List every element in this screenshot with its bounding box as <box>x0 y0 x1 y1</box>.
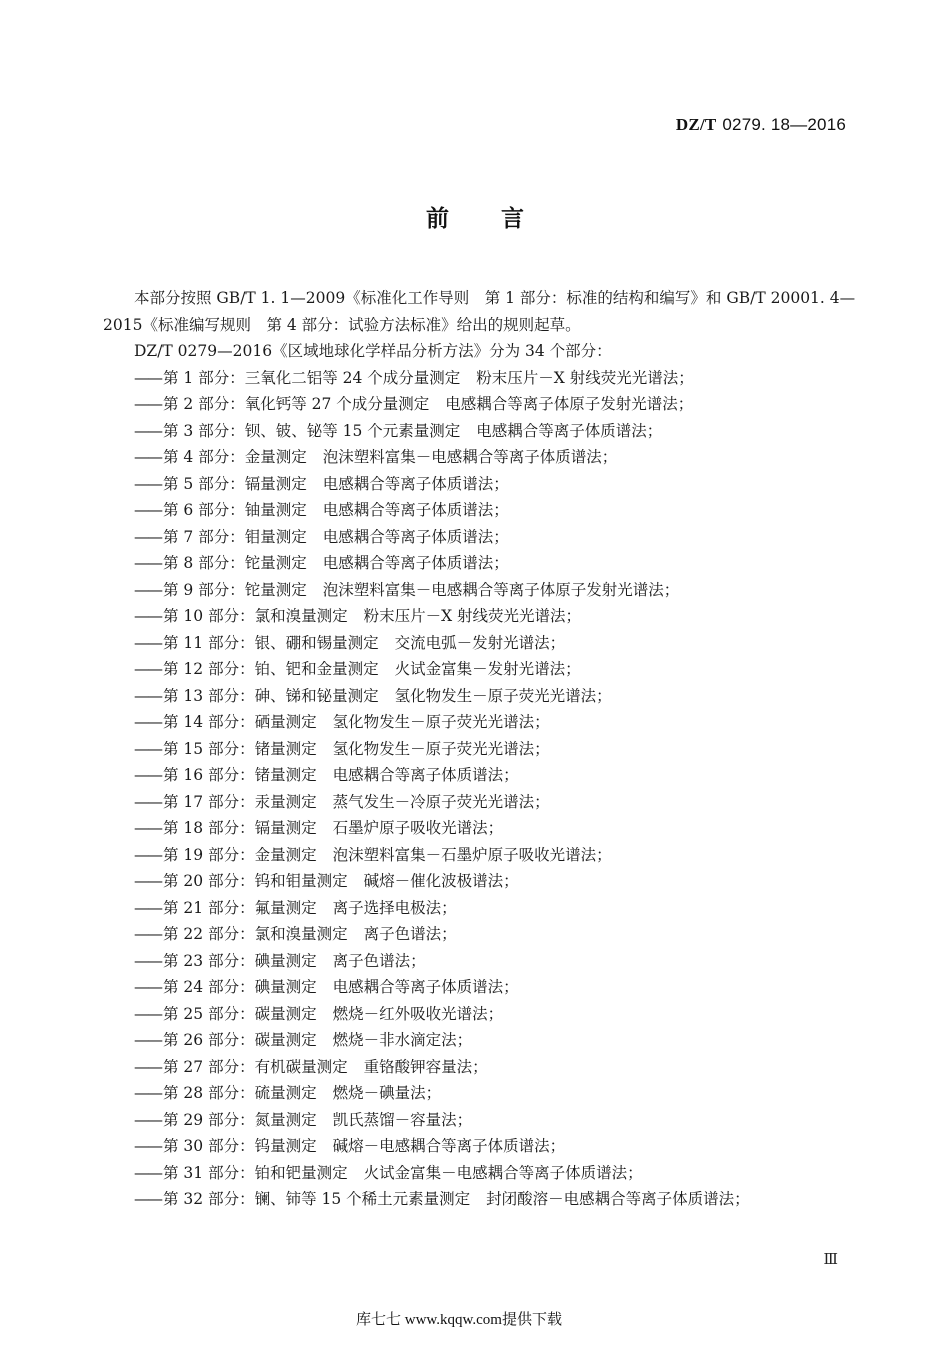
list-dash: —— <box>134 368 161 387</box>
standard-code <box>676 115 846 135</box>
list-item <box>103 1027 863 1054</box>
part-label: 第 32 部分： <box>163 1190 255 1208</box>
list-item <box>103 1186 863 1213</box>
list-item <box>103 524 863 551</box>
part-method: 电感耦合等离子体质谱法； <box>322 474 509 493</box>
footer-watermark: 库七七 www.kqqw.com提供下载 <box>356 1312 562 1328</box>
part-subject: 钡、铍、铋等 15 个元素量测定 <box>244 421 461 440</box>
list-dash: —— <box>134 1004 161 1023</box>
standard-prefix: DZ/T <box>675 115 717 134</box>
part-label: 第 24 部分： <box>163 978 255 996</box>
part-subject: 镉量测定 <box>254 819 317 837</box>
part-subject: 氯和溴量测定 <box>254 607 348 625</box>
list-dash: —— <box>134 898 161 917</box>
part-method: 氢化物发生－原子荧光光谱法； <box>332 713 550 731</box>
part-method: 蒸气发生－冷原子荧光光谱法； <box>332 792 550 811</box>
list-item <box>103 391 863 418</box>
part-label: 第 30 部分： <box>163 1137 255 1155</box>
list-dash: —— <box>134 501 161 519</box>
part-method: 封闭酸溶－电感耦合等离子体质谱法； <box>486 1190 750 1208</box>
list-item <box>103 895 863 922</box>
part-label: 第 19 部分： <box>163 845 255 864</box>
list-item <box>103 974 863 1001</box>
part-subject: 钼量测定 <box>244 527 307 546</box>
standard-number: 0279. 18—2016 <box>722 115 846 134</box>
part-subject: 碘量测定 <box>254 978 317 996</box>
part-method: 凯氏蒸馏－容量法； <box>332 1110 473 1129</box>
intro-line-2: 2015《标准编写规则 第 4 部分：试验方法标准》给出的规则起草。 <box>103 315 581 334</box>
list-dash: —— <box>134 872 161 890</box>
part-method: 石墨炉原子吸收光谱法； <box>332 819 504 837</box>
list-item <box>103 550 863 577</box>
list-item <box>103 736 863 763</box>
part-subject: 碘量测定 <box>254 951 317 970</box>
list-dash: —— <box>134 633 161 652</box>
part-label: 第 27 部分： <box>163 1057 255 1076</box>
part-method: 离子选择电极法； <box>332 898 457 917</box>
part-subject: 铊量测定 <box>244 580 307 599</box>
list-item <box>103 842 863 869</box>
intro-line-1: 本部分按照 GB/T 1. 1—2009《标准化工作导则 第 1 部分：标准的结构和编写》和 GB/T 20001. 4— <box>134 289 856 307</box>
part-method: 泡沫塑料富集－电感耦合等离子体原子发射光谱法； <box>322 580 680 599</box>
list-dash: —— <box>134 819 161 837</box>
list-dash: —— <box>134 1163 161 1182</box>
part-subject: 锗量测定 <box>254 739 317 758</box>
part-subject: 有机碳量测定 <box>254 1057 348 1076</box>
list-item <box>103 1001 863 1028</box>
part-subject: 氯和溴量测定 <box>254 925 348 943</box>
part-method: 离子色谱法； <box>363 925 457 943</box>
list-dash: —— <box>134 421 161 440</box>
list-dash: —— <box>134 845 161 864</box>
list-item <box>103 1080 863 1107</box>
list-dash: —— <box>134 607 161 625</box>
part-method: 粉末压片－X 射线荧光光谱法； <box>476 368 694 387</box>
part-label: 第 13 部分： <box>163 686 255 705</box>
part-label: 第 11 部分： <box>163 633 255 652</box>
list-dash: —— <box>134 1137 161 1155</box>
part-label: 第 4 部分： <box>163 448 245 466</box>
part-subject: 铂和钯量测定 <box>254 1163 348 1182</box>
part-method: 燃烧－碘量法； <box>332 1084 442 1102</box>
part-label: 第 3 部分： <box>163 421 245 440</box>
part-method: 碱熔－电感耦合等离子体质谱法； <box>332 1137 566 1155</box>
list-dash: —— <box>134 474 161 493</box>
part-subject: 铀量测定 <box>244 501 307 519</box>
part-subject: 汞量测定 <box>254 792 317 811</box>
list-item <box>103 789 863 816</box>
part-method: 氢化物发生－原子荧光光谱法； <box>394 686 612 705</box>
part-label: 第 9 部分： <box>163 580 245 599</box>
list-item <box>103 1107 863 1134</box>
part-label: 第 25 部分： <box>163 1004 255 1023</box>
list-item <box>103 762 863 789</box>
part-subject: 镧、铈等 15 个稀土元素量测定 <box>254 1190 471 1208</box>
part-method: 泡沫塑料富集－电感耦合等离子体质谱法； <box>322 448 618 466</box>
list-dash: —— <box>134 554 161 572</box>
list-item <box>103 1160 863 1187</box>
part-label: 第 8 部分： <box>163 554 245 572</box>
list-item <box>103 444 863 471</box>
intro-line-3: DZ/T 0279—2016《区域地球化学样品分析方法》分为 34 个部分： <box>134 342 612 360</box>
part-subject: 氟量测定 <box>254 898 317 917</box>
part-subject: 硫量测定 <box>254 1084 317 1102</box>
list-dash: —— <box>134 1057 161 1076</box>
list-item <box>103 497 863 524</box>
list-item <box>103 656 863 683</box>
part-label: 第 14 部分： <box>163 713 255 731</box>
list-item <box>103 418 863 445</box>
part-method: 电感耦合等离子体质谱法； <box>476 421 663 440</box>
list-dash: —— <box>134 766 161 784</box>
part-method: 泡沫塑料富集－石墨炉原子吸收光谱法； <box>332 845 612 864</box>
part-label: 第 21 部分： <box>163 898 255 917</box>
part-subject: 铊量测定 <box>244 554 307 572</box>
list-item <box>103 1054 863 1081</box>
part-label: 第 31 部分： <box>163 1163 255 1182</box>
part-method: 离子色谱法； <box>332 951 426 970</box>
part-subject: 硒量测定 <box>254 713 317 731</box>
part-method: 电感耦合等离子体质谱法； <box>332 766 519 784</box>
part-method: 燃烧－非水滴定法； <box>332 1031 473 1049</box>
part-method: 电感耦合等离子体质谱法； <box>322 501 509 519</box>
part-method: 碱熔－催化波极谱法； <box>363 872 519 890</box>
part-method: 氢化物发生－原子荧光光谱法； <box>332 739 550 758</box>
part-method: 电感耦合等离子体质谱法； <box>322 527 509 546</box>
part-subject: 三氧化二铝等 24 个成分量测定 <box>244 368 461 387</box>
list-dash: —— <box>134 580 161 599</box>
list-dash: —— <box>134 1031 161 1049</box>
part-subject: 钨和钼量测定 <box>254 872 348 890</box>
part-label: 第 16 部分： <box>163 766 255 784</box>
part-method: 火试金富集－发射光谱法； <box>394 660 581 678</box>
list-dash: —— <box>134 1084 161 1102</box>
part-method: 电感耦合等离子体质谱法； <box>332 978 519 996</box>
part-method: 电感耦合等离子体质谱法； <box>322 554 509 572</box>
part-label: 第 2 部分： <box>163 395 245 413</box>
list-dash: —— <box>134 686 161 705</box>
page-number: Ⅲ <box>823 1252 838 1268</box>
part-label: 第 17 部分： <box>163 792 255 811</box>
list-dash: —— <box>134 978 161 996</box>
part-method: 火试金富集－电感耦合等离子体质谱法； <box>363 1163 643 1182</box>
part-subject: 氧化钙等 27 个成分量测定 <box>244 395 430 413</box>
list-item <box>103 815 863 842</box>
list-dash: —— <box>134 713 161 731</box>
part-method: 燃烧－红外吸收光谱法； <box>332 1004 504 1023</box>
list-item <box>103 1133 863 1160</box>
list-dash: —— <box>134 395 161 413</box>
part-label: 第 20 部分： <box>163 872 255 890</box>
list-item <box>103 868 863 895</box>
part-subject: 钨量测定 <box>254 1137 317 1155</box>
list-dash: —— <box>134 660 161 678</box>
list-dash: —— <box>134 792 161 811</box>
part-method: 交流电弧－发射光谱法； <box>394 633 566 652</box>
list-item <box>103 709 863 736</box>
list-item <box>103 630 863 657</box>
list-item <box>103 683 863 710</box>
part-label: 第 12 部分： <box>163 660 255 678</box>
list-item <box>103 577 863 604</box>
part-label: 第 15 部分： <box>163 739 255 758</box>
list-dash: —— <box>134 1190 161 1208</box>
part-method: 电感耦合等离子体原子发射光谱法； <box>445 395 694 413</box>
list-dash: —— <box>134 448 161 466</box>
part-subject: 铂、钯和金量测定 <box>254 660 379 678</box>
part-subject: 金量测定 <box>244 448 307 466</box>
part-label: 第 5 部分： <box>163 474 245 493</box>
parts-list <box>103 365 863 1213</box>
list-item <box>103 948 863 975</box>
part-subject: 金量测定 <box>254 845 317 864</box>
list-dash: —— <box>134 1110 161 1129</box>
part-label: 第 26 部分： <box>163 1031 255 1049</box>
part-label: 第 29 部分： <box>163 1110 255 1129</box>
part-label: 第 7 部分： <box>163 527 245 546</box>
part-label: 第 1 部分： <box>163 368 245 387</box>
part-label: 第 28 部分： <box>163 1084 255 1102</box>
part-method: 粉末压片－X 射线荧光光谱法； <box>363 607 582 625</box>
list-dash: —— <box>134 527 161 546</box>
part-label: 第 23 部分： <box>163 951 255 970</box>
part-label: 第 18 部分： <box>163 819 255 837</box>
part-label: 第 6 部分： <box>163 501 245 519</box>
part-subject: 银、硼和锡量测定 <box>254 633 379 652</box>
list-dash: —— <box>134 925 161 943</box>
list-item <box>103 921 863 948</box>
list-dash: —— <box>134 951 161 970</box>
part-label: 第 22 部分： <box>163 925 255 943</box>
list-item <box>103 603 863 630</box>
part-subject: 氮量测定 <box>254 1110 317 1129</box>
part-method: 重铬酸钾容量法； <box>363 1057 488 1076</box>
part-subject: 碳量测定 <box>254 1004 317 1023</box>
list-dash: —— <box>134 739 161 758</box>
foreword-body <box>103 285 863 1213</box>
list-item <box>103 471 863 498</box>
part-label: 第 10 部分： <box>163 607 255 625</box>
part-subject: 锗量测定 <box>254 766 317 784</box>
part-subject: 砷、锑和铋量测定 <box>254 686 379 705</box>
part-subject: 碳量测定 <box>254 1031 317 1049</box>
part-subject: 镉量测定 <box>244 474 307 493</box>
page-title: 前言 <box>426 206 576 232</box>
list-item <box>103 365 863 392</box>
